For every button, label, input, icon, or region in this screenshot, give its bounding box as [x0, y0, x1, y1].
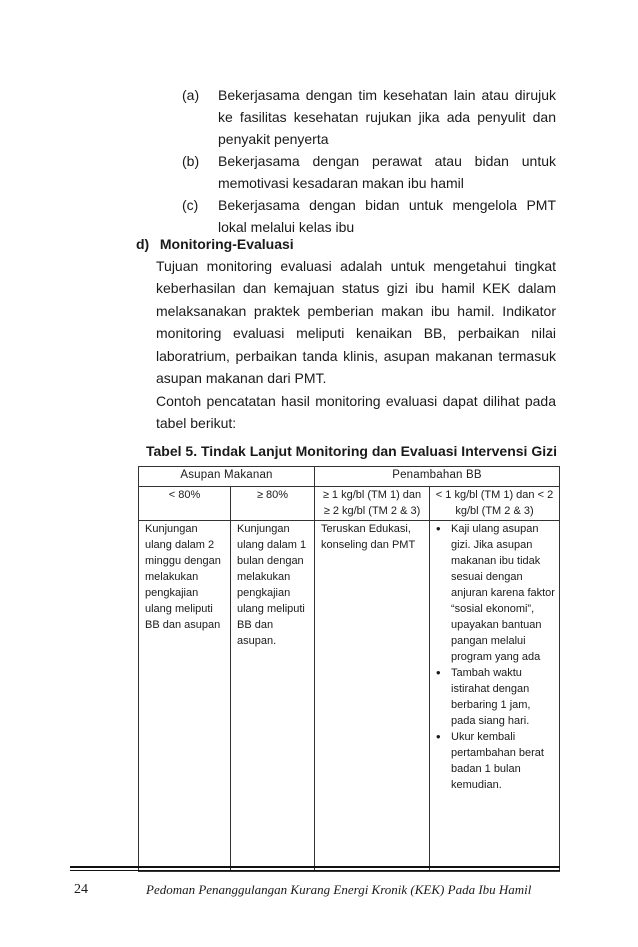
list-item-text: Bekerjasama dengan bidan untuk mengelola PMT lokal melalui kelas ibu [218, 197, 556, 235]
cell-intake-above-80: Kunjungan ulang dalam 1 bulan dengan melakukan pengkajian ulang meliputi BB dan asupan. [231, 521, 315, 872]
sub-list [182, 84, 556, 238]
footer-title: Pedoman Penanggulangan Kurang Energi Kronik (KEK) Pada Ibu Hamil [146, 882, 532, 897]
table-group-header-row [139, 467, 560, 487]
list-item-label: (a) [182, 87, 200, 103]
cell-gain-adequate: Teruskan Edukasi, konseling dan PMT [315, 521, 430, 872]
group-header-intake: Asupan Makanan [139, 467, 315, 487]
section-label: d) [136, 236, 150, 252]
cell-intake-below-80: Kunjungan ulang dalam 2 minggu dengan melakukan pengkajian ulang meliputi BB dan asupan [139, 521, 231, 872]
list-item-label: (b) [182, 153, 200, 169]
sub-header-gain-adequate: ≥ 1 kg/bl (TM 1) dan ≥ 2 kg/bl (TM 2 & 3) [315, 487, 430, 521]
table-sub-header-row [139, 487, 560, 521]
bullet-item: • Ukur kembali pertambahan berat badan 1 bulan kemudian. [434, 729, 555, 793]
followup-table [138, 466, 560, 872]
bullet-item: • Tambah waktu istirahat dengan berbaring 1 jam, pada siang hari. [434, 665, 555, 729]
table-row [139, 521, 560, 872]
list-item-b [182, 150, 556, 194]
sub-header-above-80: ≥ 80% [231, 487, 315, 521]
section-heading [136, 233, 294, 255]
table-title: Tabel 5. Tindak Lanjut Monitoring dan Evaluasi Intervensi Gizi [146, 443, 557, 459]
sub-header-below-80: < 80% [139, 487, 231, 521]
bullet-item: • Kaji ulang asupan gizi. Jika asupan makanan ibu tidak sesuai dengan anjuran karena faktor “sosial ekonomi”, upayakan bantuan pangan melalui program yang ada [434, 521, 555, 665]
sub-header-gain-low: < 1 kg/bl (TM 1) dan < 2 kg/bl (TM 2 & 3) [430, 487, 560, 521]
bullet-list [434, 521, 555, 793]
list-item-label: (c) [182, 197, 199, 213]
paragraph-objective: Tujuan monitoring evaluasi adalah untuk mengetahui tingkat keberhasilan dan kemajuan status gizi ibu hamil KEK dalam melaksanakan praktek pemberian makan ibu hamil. Indikator monitoring evaluasi meliputi kenaikan BB, perbaikan nilai laboratrium, perbaikan tanda klinis, asupan makanan termasuk asupan makanan dari PMT. [156, 258, 556, 387]
section-title: Monitoring-Evaluasi [159, 236, 294, 252]
list-item-c [182, 194, 556, 238]
footer-rule-thick [70, 866, 560, 868]
list-item-a [182, 84, 556, 150]
page-number: 24 [74, 882, 88, 897]
paragraph-example: Contoh pencatatan hasil monitoring evaluasi dapat dilihat pada tabel berikut: [156, 393, 556, 432]
group-header-weight-gain: Penambahan BB [315, 467, 560, 487]
list-item-text: Bekerjasama dengan perawat atau bidan untuk memotivasi kesadaran makan ibu hamil [218, 153, 556, 191]
list-item-text: Bekerjasama dengan tim kesehatan lain atau dirujuk ke fasilitas kesehatan rujukan jika ada penyulit dan penyakit penyerta [218, 87, 556, 147]
cell-gain-low [430, 521, 560, 872]
footer-rule-thin [70, 870, 560, 871]
